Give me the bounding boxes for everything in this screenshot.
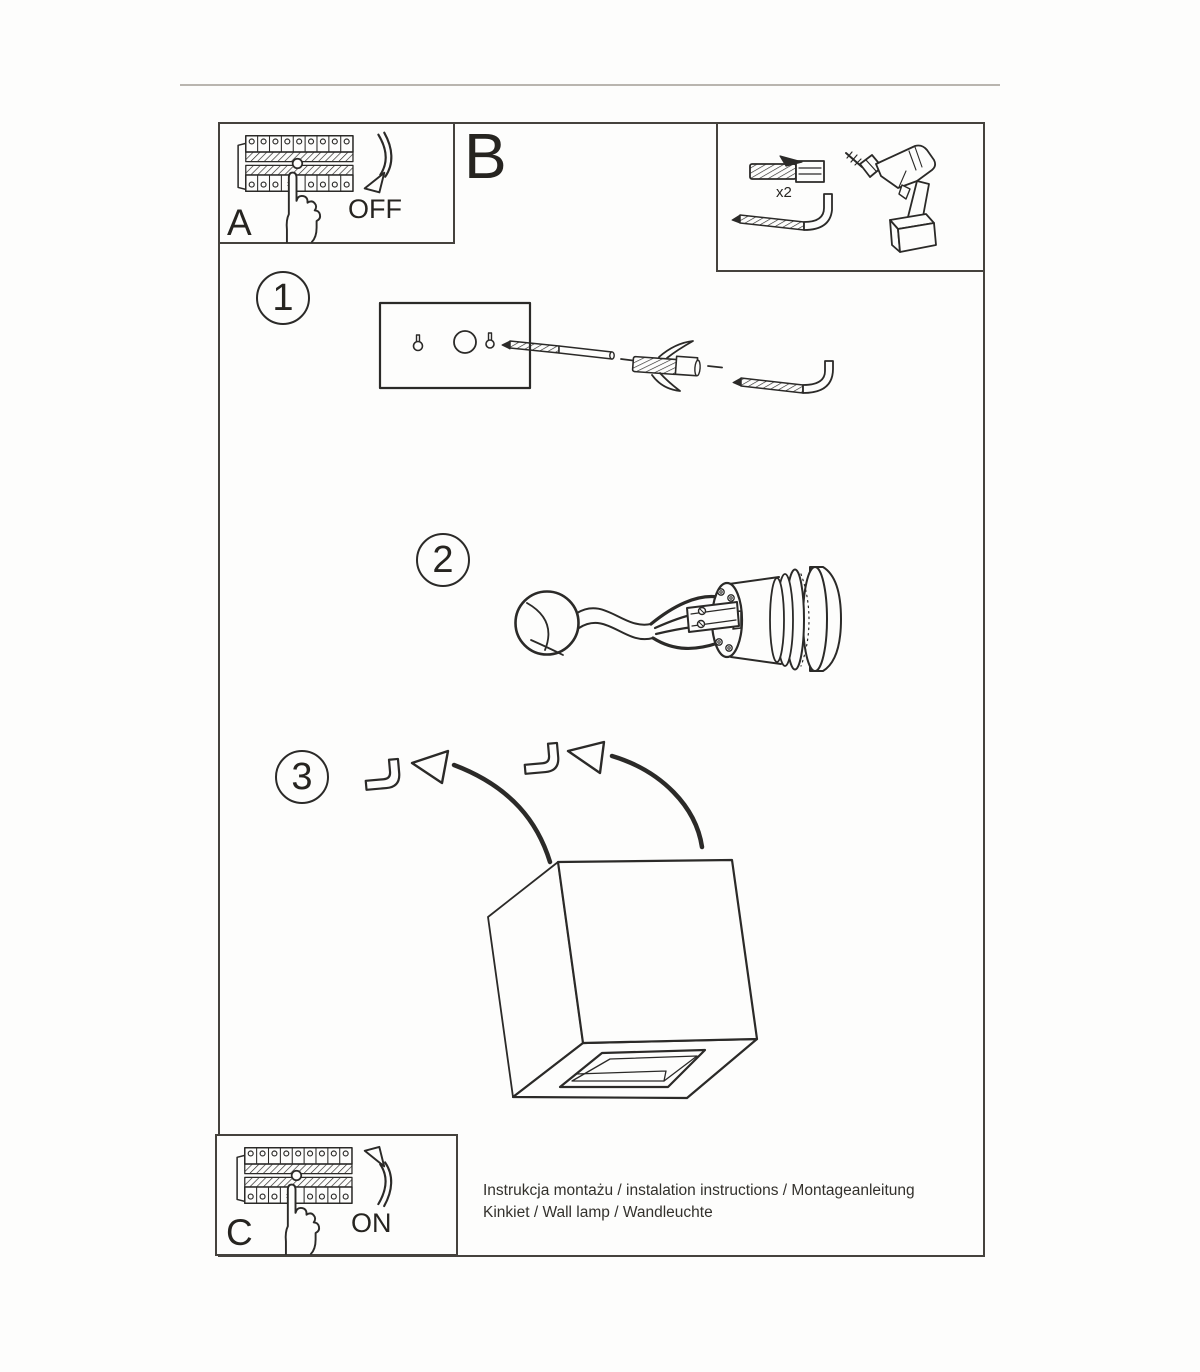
breaker-panel-icon xyxy=(234,130,359,242)
panel-a xyxy=(218,122,455,244)
cable-coil-icon xyxy=(516,592,579,656)
panel-c-label: C xyxy=(226,1212,253,1253)
breaker-toggle-icon xyxy=(292,1171,302,1181)
hook-screw-icon xyxy=(733,361,833,393)
panel-a-action: OFF xyxy=(348,194,402,224)
hook-screw-icon xyxy=(523,743,559,774)
curved-arrow-down-icon xyxy=(352,130,396,196)
step-3-illustration xyxy=(360,735,790,1110)
top-divider-rule xyxy=(180,84,1000,86)
panel-a-label: A xyxy=(227,202,252,243)
curved-arrow-icon xyxy=(568,742,702,847)
footer-line-1: Instrukcja montażu / instalation instructions / Montageanleitung xyxy=(483,1182,915,1199)
terminal-block-icon xyxy=(687,602,739,632)
footer-line-2: Kinkiet / Wall lamp / Wandleuchte xyxy=(483,1204,713,1221)
hook-screw-icon xyxy=(364,759,400,790)
panel-c xyxy=(215,1134,458,1256)
panel-c-action: ON xyxy=(351,1208,392,1238)
step-2-illustration xyxy=(505,558,850,683)
step-1-illustration xyxy=(375,295,845,410)
hardware-box xyxy=(716,122,985,272)
hardware-quantity-label: x2 xyxy=(776,184,792,201)
step-2-number: 2 xyxy=(416,533,470,587)
cube-lamp-body-icon xyxy=(488,860,757,1098)
dash-line xyxy=(708,366,722,368)
drill-icon xyxy=(846,146,936,253)
breaker-toggle-icon xyxy=(293,159,303,169)
wall-plug-icon xyxy=(750,156,824,182)
curved-arrow-up-icon xyxy=(351,1144,395,1208)
hardware-icons xyxy=(718,124,983,270)
section-b-label: B xyxy=(464,120,507,192)
footer-caption xyxy=(483,1180,915,1224)
wire xyxy=(577,608,651,625)
step-3-number: 3 xyxy=(275,750,329,804)
dash-line xyxy=(621,359,633,361)
step-1-number: 1 xyxy=(256,271,310,325)
expansion-plug-icon xyxy=(632,341,700,391)
wire-thick xyxy=(653,638,718,648)
